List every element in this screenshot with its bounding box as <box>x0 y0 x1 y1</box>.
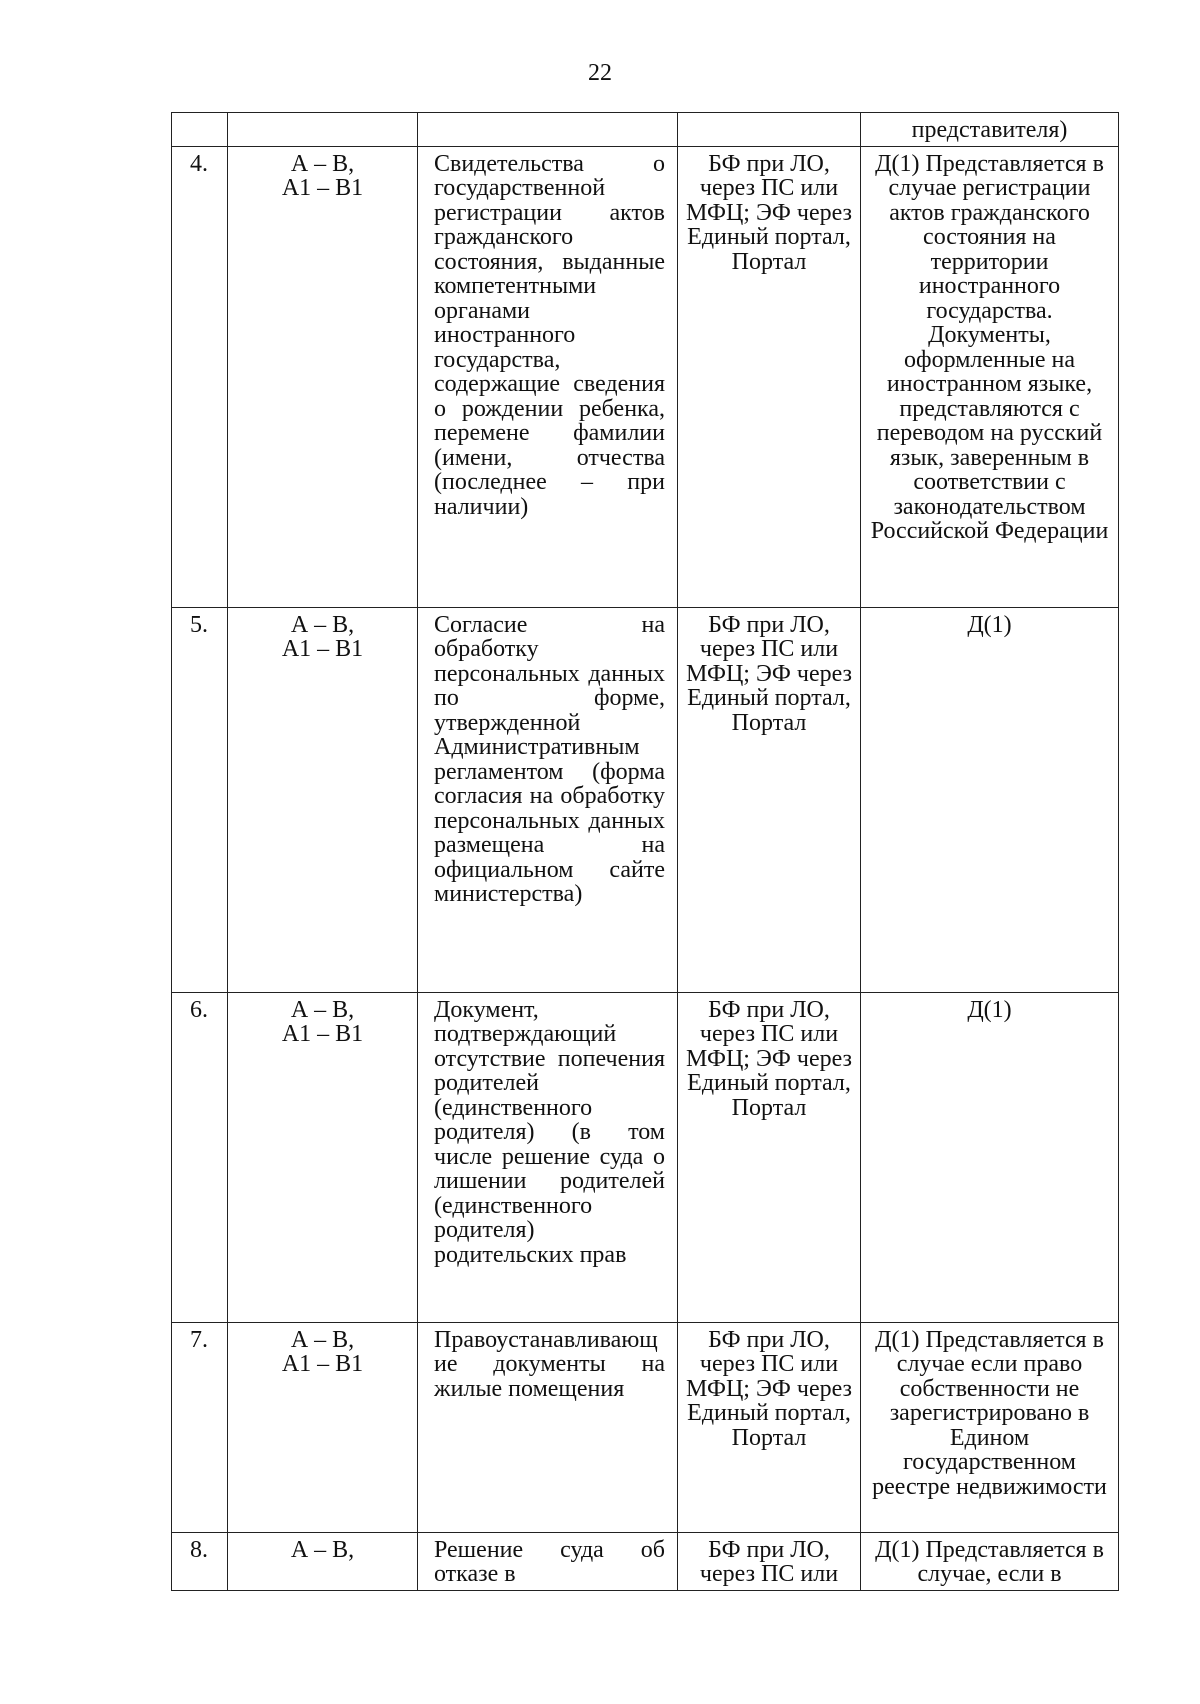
cell-method: БФ при ЛО, через ПС или МФЦ; ЭФ через Единый портал, Портал <box>678 992 861 1322</box>
table-row <box>172 1322 1119 1532</box>
table-row <box>172 146 1119 607</box>
table-row <box>172 992 1119 1322</box>
cell-method: БФ при ЛО, через ПС или МФЦ; ЭФ через Единый портал, Портал <box>678 607 861 992</box>
cell-category: А – В, А1 – В1 <box>228 607 418 992</box>
documents-table <box>171 112 1119 1591</box>
table-row <box>172 1532 1119 1590</box>
cell-note: Д(1) Представляется в случае регистрации актов гражданского состояния на территории иностранного государства. Документы, оформленные на иностранном языке, представляются с переводом на русский язык, заверенным в соответствии с законодательством Российской Федерации <box>861 146 1119 607</box>
cell-method: БФ при ЛО, через ПС или МФЦ; ЭФ через Единый портал, Портал <box>678 1322 861 1532</box>
cell-note: представителя) <box>861 113 1119 147</box>
cell-document: Документ, подтверждающий отсутствие попечения родителей (единственного родителя) (в том числе решение суда о лишении родителей (единственного родителя) родительских прав <box>418 992 678 1322</box>
cell-category: А – В, А1 – В1 <box>228 1322 418 1532</box>
cell-note: Д(1) Представляется в случае, если в <box>861 1532 1119 1590</box>
page-number: 22 <box>588 60 612 86</box>
cell-category: А – В, А1 – В1 <box>228 146 418 607</box>
cell-note: Д(1) <box>861 607 1119 992</box>
cell-document: Правоустанавливающие документы на жилые помещения <box>418 1322 678 1532</box>
cell-document: Согласие на обработку персональных данных по форме, утвержденной Административным регламентом (форма согласия на обработку персональных данных размещена на официальном сайте министерства) <box>418 607 678 992</box>
cell-note: Д(1) Представляется в случае если право собственности не зарегистрировано в Едином государственном реестре недвижимости <box>861 1322 1119 1532</box>
cell-number: 8. <box>172 1532 228 1590</box>
cell-number: 5. <box>172 607 228 992</box>
cell-method <box>678 113 861 147</box>
cell-category: А – В, А1 – В1 <box>228 992 418 1322</box>
cell-category <box>228 113 418 147</box>
cell-method: БФ при ЛО, через ПС или МФЦ; ЭФ через Единый портал, Портал <box>678 146 861 607</box>
cell-document: Свидетельства о государственной регистрации актов гражданского состояния, выданные компетентными органами иностранного государства, содержащие сведения о рождении ребенка, перемене фамилии (имени, отчества (последнее – при наличии) <box>418 146 678 607</box>
table-row <box>172 607 1119 992</box>
cell-note: Д(1) <box>861 992 1119 1322</box>
cell-number: 6. <box>172 992 228 1322</box>
cell-document: Решение суда об отказе в <box>418 1532 678 1590</box>
table-row-continuation <box>172 113 1119 147</box>
cell-number <box>172 113 228 147</box>
cell-number: 4. <box>172 146 228 607</box>
cell-number: 7. <box>172 1322 228 1532</box>
cell-document <box>418 113 678 147</box>
cell-category: А – В, <box>228 1532 418 1590</box>
cell-method: БФ при ЛО, через ПС или <box>678 1532 861 1590</box>
